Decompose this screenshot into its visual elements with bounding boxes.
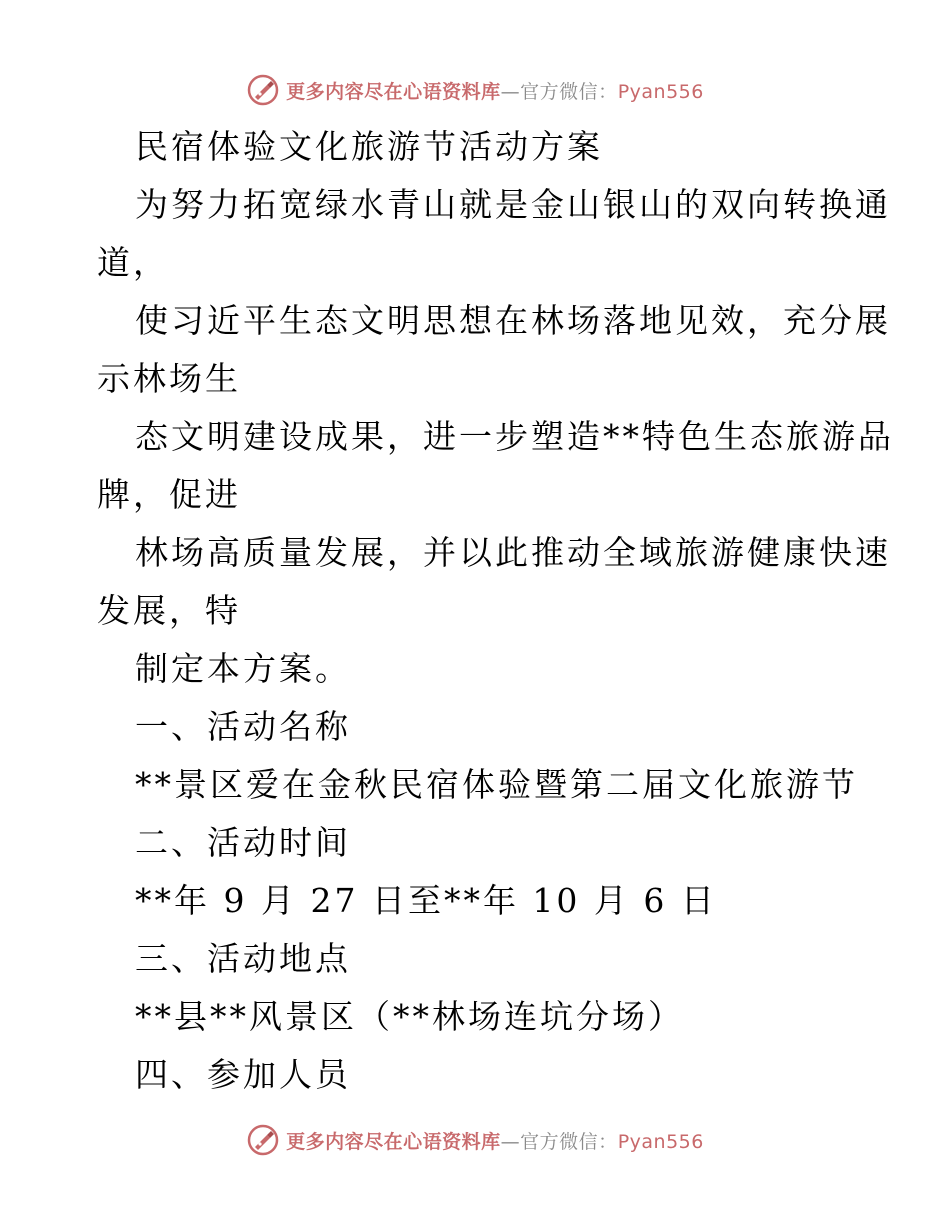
document-line: 制定本方案。 [135, 649, 351, 688]
document-line: 民宿体验文化旅游节活动方案 [135, 127, 603, 166]
watermark-wechat-id: Pyan556 [617, 1130, 704, 1153]
watermark-dash: — [500, 80, 521, 103]
document-line: 态文明建设成果，进一步塑造**特色生态旅游品 [135, 417, 894, 456]
document-line: 二、活动时间 [135, 823, 351, 862]
watermark-main-text: 更多内容尽在心语资料库 [286, 1130, 501, 1153]
document-line: 三、活动地点 [135, 939, 351, 978]
watermark-dash: — [500, 1130, 521, 1153]
document-line: 牌，促进 [97, 475, 241, 514]
document-line: **景区爱在金秋民宿体验暨第二届文化旅游节 [135, 765, 858, 804]
document-line: **县**风景区（**林场连坑分场） [135, 997, 684, 1036]
pen-logo-icon [246, 1123, 280, 1157]
document-line: **年 9 月 27 日至**年 10 月 6 日 [135, 881, 717, 920]
document-line: 四、参加人员 [135, 1055, 351, 1094]
watermark-main-text: 更多内容尽在心语资料库 [286, 80, 501, 103]
watermark-official-text: 官方微信： [520, 1130, 618, 1153]
document-line: 为努力拓宽绿水青山就是金山银山的双向转换通 [135, 185, 891, 224]
document-body [97, 118, 894, 1104]
document-line: 使习近平生态文明思想在林场落地见效，充分展 [135, 301, 891, 340]
pen-logo-icon [246, 73, 280, 107]
document-line: 发展，特 [97, 591, 241, 630]
watermark-official-text: 官方微信： [520, 80, 618, 103]
document-line: 林场高质量发展，并以此推动全域旅游健康快速 [135, 533, 891, 572]
document-line: 道， [97, 243, 169, 282]
header-watermark [0, 70, 950, 110]
watermark-wechat-id: Pyan556 [617, 80, 704, 103]
footer-watermark [0, 1120, 950, 1160]
document-line: 示林场生 [97, 359, 241, 398]
document-line: 一、活动名称 [135, 707, 351, 746]
